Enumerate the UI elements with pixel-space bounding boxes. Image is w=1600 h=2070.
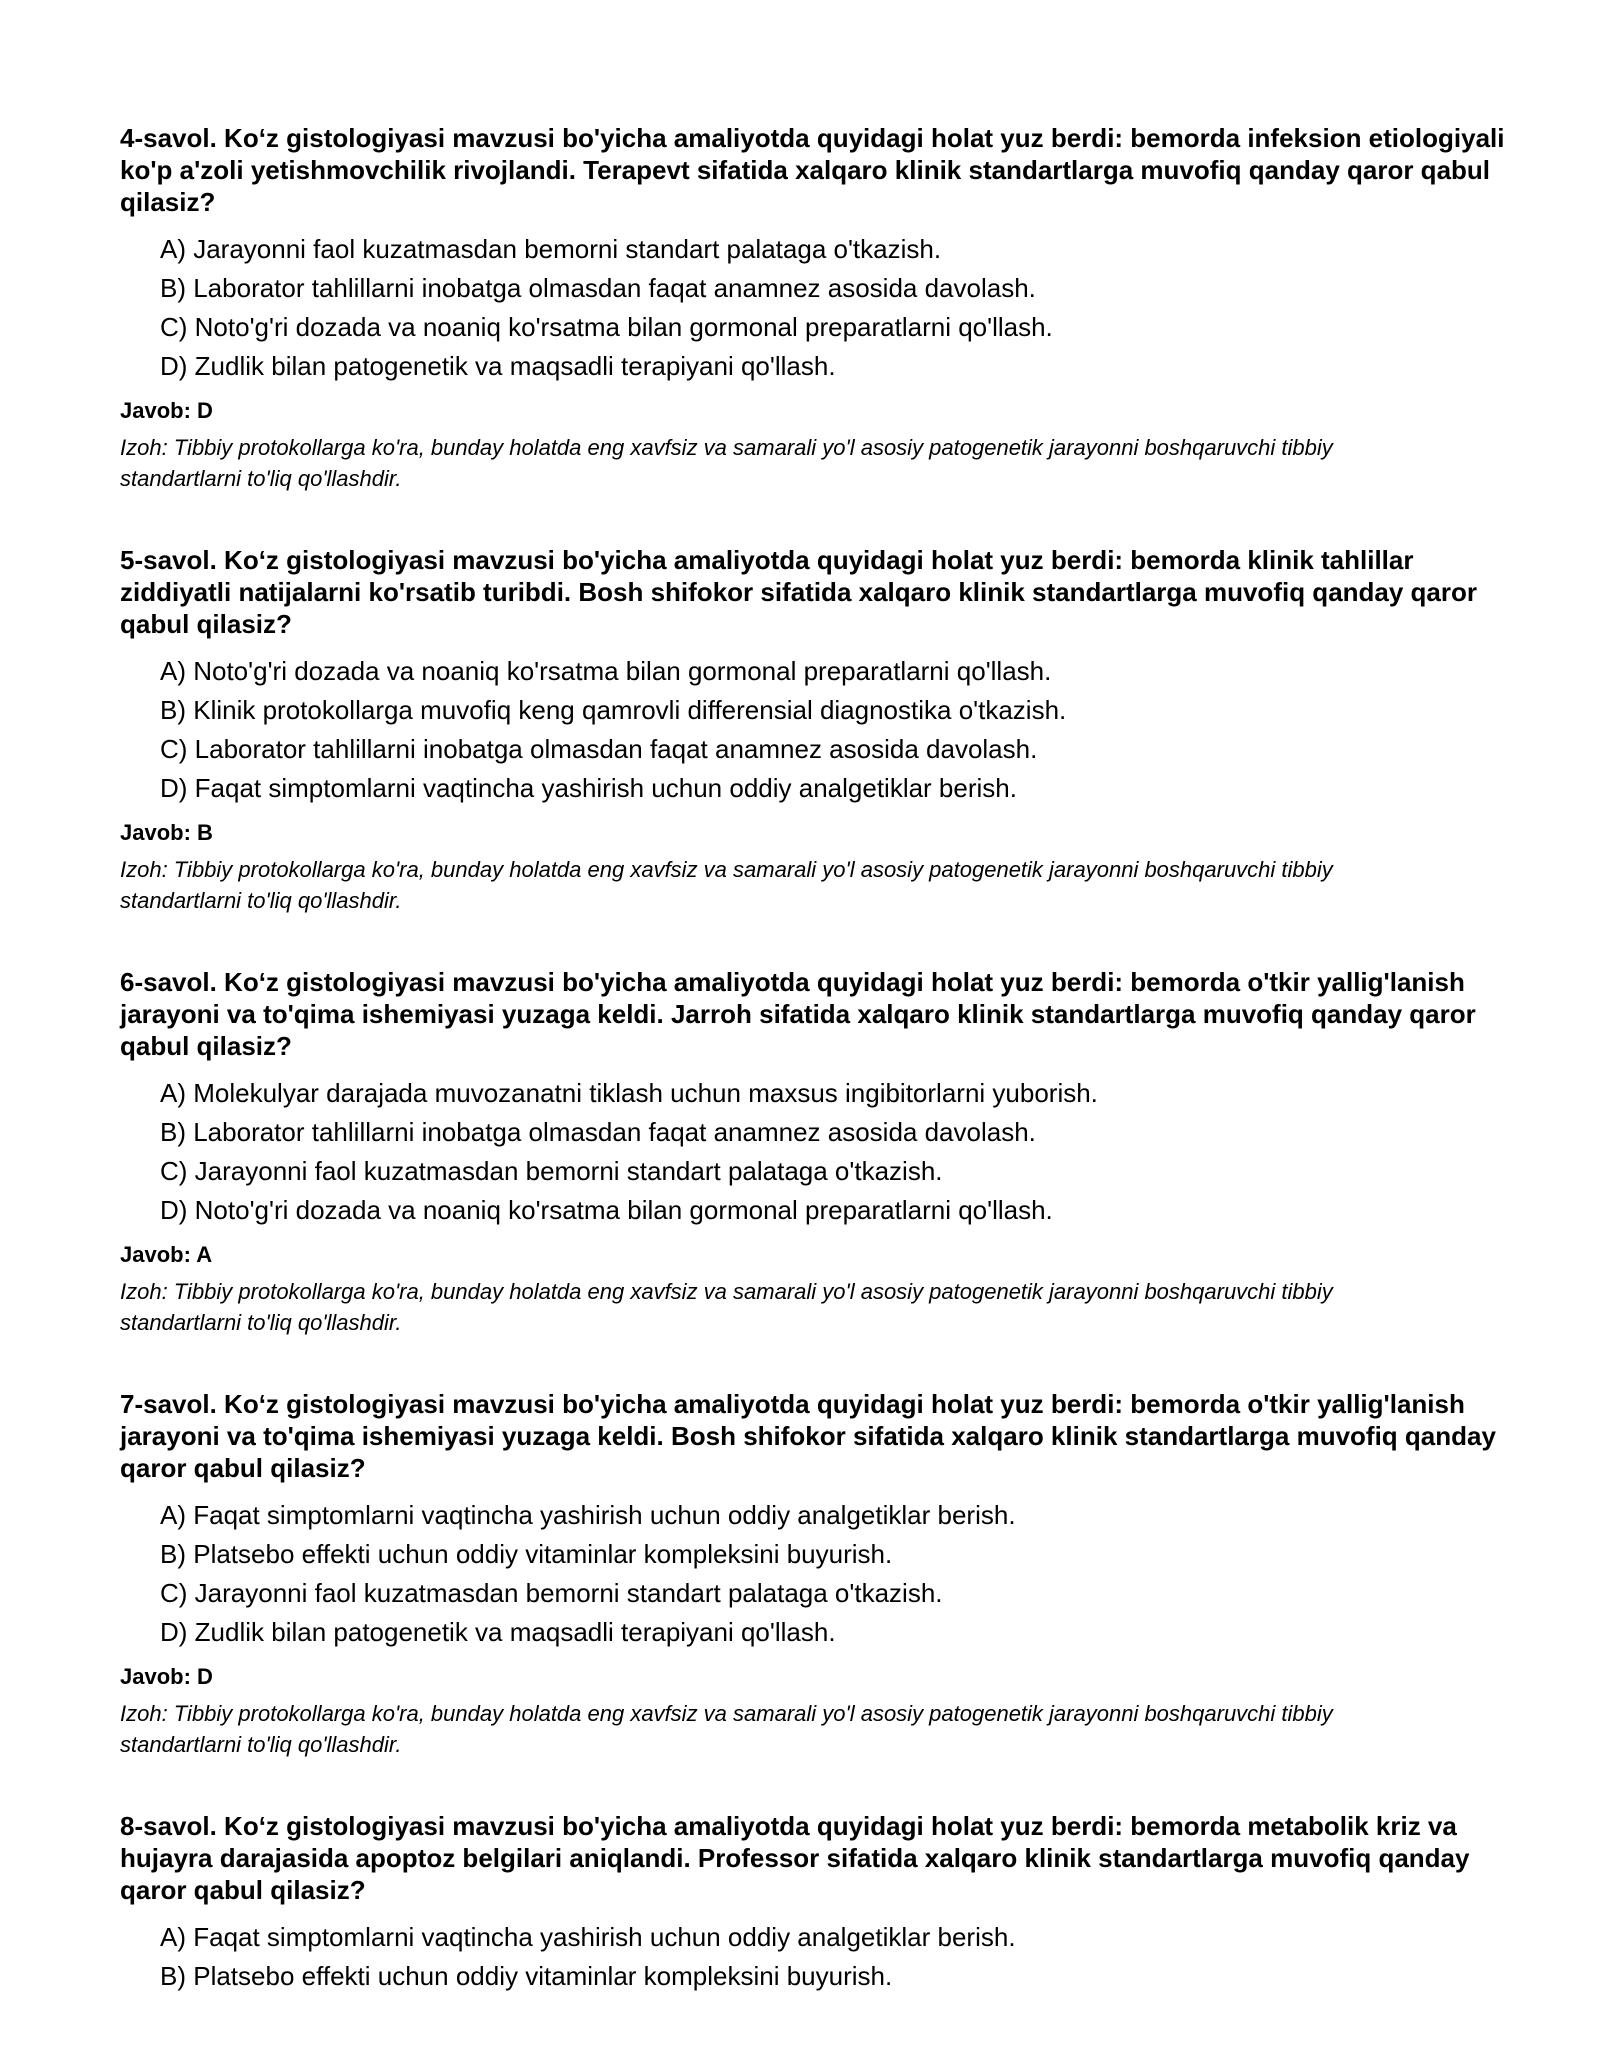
option-c: C) Noto'g'ri dozada va noaniq ko'rsatma bilan gormonal preparatlarni qo'llash. xyxy=(160,312,1053,342)
question-block-4 xyxy=(120,122,1520,494)
question-block-7 xyxy=(120,1388,1520,1760)
explanation-note: Izoh: Tibbiy protokollarga ko'ra, bunday holatda eng xavfsiz va samarali yo'l asosiy patogenetik jarayonni boshqaruvchi tibbiy standartlarni to'liq qo'llashdir. xyxy=(120,435,1333,491)
explanation-note: Izoh: Tibbiy protokollarga ko'ra, bunday holatda eng xavfsiz va samarali yo'l asosiy patogenetik jarayonni boshqaruvchi tibbiy standartlarni to'liq qo'llashdir. xyxy=(120,1279,1333,1335)
option-list xyxy=(160,652,1520,808)
explanation-note: Izoh: Tibbiy protokollarga ko'ra, bunday holatda eng xavfsiz va samarali yo'l asosiy patogenetik jarayonni boshqaruvchi tibbiy standartlarni to'liq qo'llashdir. xyxy=(120,857,1333,913)
document-page xyxy=(120,122,1520,2046)
option-c: C) Jarayonni faol kuzatmasdan bemorni standart palataga o'tkazish. xyxy=(160,1156,943,1186)
option-d: D) Noto'g'ri dozada va noaniq ko'rsatma bilan gormonal preparatlarni qo'llash. xyxy=(160,1195,1053,1225)
option-a: A) Faqat simptomlarni vaqtincha yashirish uchun oddiy analgetiklar berish. xyxy=(160,1922,1016,1952)
option-d: D) Zudlik bilan patogenetik va maqsadli terapiyani qo'llash. xyxy=(160,351,836,381)
answer-label: Javob: D xyxy=(120,1664,213,1689)
explanation-note: Izoh: Tibbiy protokollarga ko'ra, bunday holatda eng xavfsiz va samarali yo'l asosiy patogenetik jarayonni boshqaruvchi tibbiy standartlarni to'liq qo'llashdir. xyxy=(120,1701,1333,1757)
answer-label: Javob: B xyxy=(120,820,213,845)
option-b: B) Platsebo effekti uchun oddiy vitaminlar kompleksini buyurish. xyxy=(160,1539,893,1569)
option-a: A) Molekulyar darajada muvozanatni tiklash uchun maxsus ingibitorlarni yuborish. xyxy=(160,1078,1098,1108)
option-b: B) Laborator tahlillarni inobatga olmasdan faqat anamnez asosida davolash. xyxy=(160,1117,1036,1147)
question-text: 8-savol. Ko‘z gistologiyasi mavzusi bo'yicha amaliyotda quyidagi holat yuz berdi: bemorda metabolik kriz va hujayra darajasida apoptoz belgilari aniqlandi. Professor sifatida xalqaro klinik standartlarga muvofiq qanday qaror qabul qilasiz? xyxy=(120,1811,1470,1905)
option-list xyxy=(160,1074,1520,1230)
option-a: A) Faqat simptomlarni vaqtincha yashirish uchun oddiy analgetiklar berish. xyxy=(160,1500,1016,1530)
question-text: 5-savol. Ko‘z gistologiyasi mavzusi bo'yicha amaliyotda quyidagi holat yuz berdi: bemorda klinik tahlillar ziddiyatli natijalarni ko'rsatib turibdi. Bosh shifokor sifatida xalqaro klinik standartlarga muvofiq qanday qaror qabul qilasiz? xyxy=(120,545,1478,639)
option-b: B) Klinik protokollarga muvofiq keng qamrovli differensial diagnostika o'tkazish. xyxy=(160,695,1067,725)
answer-label: Javob: A xyxy=(120,1242,213,1267)
option-list xyxy=(160,1918,1520,1996)
question-text: 7-savol. Ko‘z gistologiyasi mavzusi bo'yicha amaliyotda quyidagi holat yuz berdi: bemorda o'tkir yallig'lanish jarayoni va to'qima ishemiyasi yuzaga keldi. Bosh shifokor sifatida xalqaro klinik standartlarga muvofiq qanday qaror qabul qilasiz? xyxy=(120,1389,1496,1483)
option-b: B) Platsebo effekti uchun oddiy vitaminlar kompleksini buyurish. xyxy=(160,1961,893,1991)
question-block-6 xyxy=(120,966,1520,1338)
option-a: A) Jarayonni faol kuzatmasdan bemorni standart palataga o'tkazish. xyxy=(160,234,942,264)
option-list xyxy=(160,230,1520,386)
option-c: C) Laborator tahlillarni inobatga olmasdan faqat anamnez asosida davolash. xyxy=(160,734,1038,764)
option-d: D) Zudlik bilan patogenetik va maqsadli terapiyani qo'llash. xyxy=(160,1617,836,1647)
question-block-5 xyxy=(120,544,1520,916)
question-text: 4-savol. Ko‘z gistologiyasi mavzusi bo'yicha amaliyotda quyidagi holat yuz berdi: bemorda infeksion etiologiyali ko'p a'zoli yetishmovchilik rivojlandi. Terapevt sifatida xalqaro klinik standartlarga muvofiq qanday qaror qabul qilasiz? xyxy=(120,123,1505,217)
question-block-8 xyxy=(120,1810,1520,1996)
answer-label: Javob: D xyxy=(120,398,213,423)
question-text: 6-savol. Ko‘z gistologiyasi mavzusi bo'yicha amaliyotda quyidagi holat yuz berdi: bemorda o'tkir yallig'lanish jarayoni va to'qima ishemiyasi yuzaga keldi. Jarroh sifatida xalqaro klinik standartlarga muvofiq qanday qaror qabul qilasiz? xyxy=(120,967,1476,1061)
option-d: D) Faqat simptomlarni vaqtincha yashirish uchun oddiy analgetiklar berish. xyxy=(160,773,1017,803)
option-a: A) Noto'g'ri dozada va noaniq ko'rsatma bilan gormonal preparatlarni qo'llash. xyxy=(160,656,1052,686)
option-c: C) Jarayonni faol kuzatmasdan bemorni standart palataga o'tkazish. xyxy=(160,1578,943,1608)
option-list xyxy=(160,1496,1520,1652)
option-b: B) Laborator tahlillarni inobatga olmasdan faqat anamnez asosida davolash. xyxy=(160,273,1036,303)
